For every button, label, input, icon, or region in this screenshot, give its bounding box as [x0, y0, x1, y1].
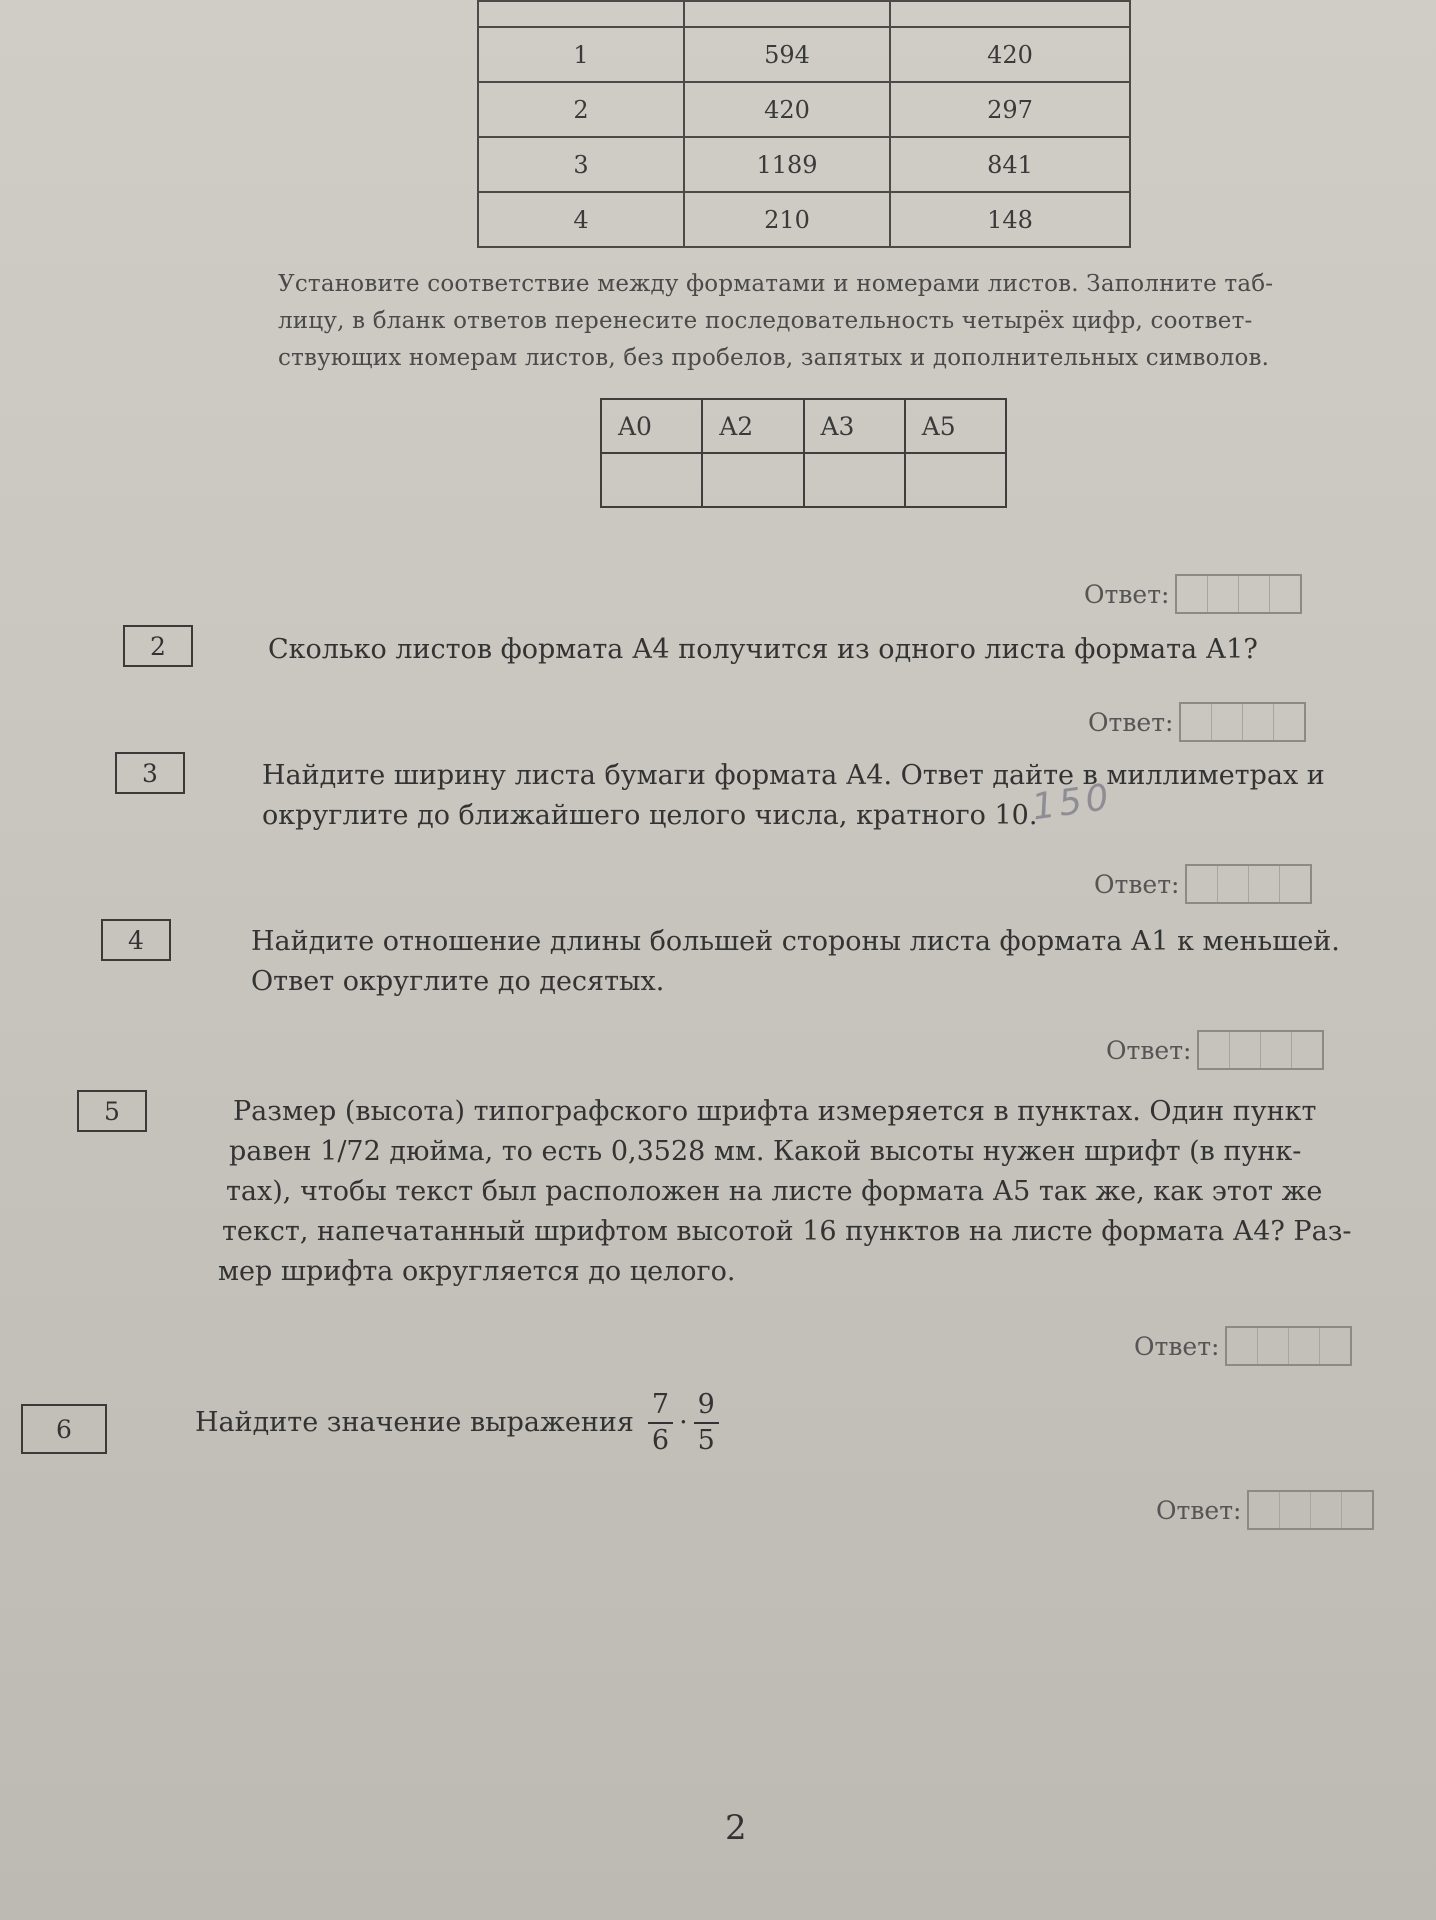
sheet-length-cell: 420 — [684, 82, 890, 137]
answer-label: Ответ: — [1156, 1495, 1242, 1525]
answer-cell[interactable] — [1274, 704, 1304, 740]
page-number: 2 — [725, 1808, 747, 1848]
table-header-cell — [478, 1, 684, 27]
sheet-dimensions-table — [477, 0, 1131, 248]
table-header-cell — [890, 1, 1130, 27]
handwritten-answer: 150 — [1029, 776, 1116, 829]
answer-cells[interactable] — [1175, 574, 1302, 614]
question-line: Найдите отношение длины большей стороны листа формата А1 к меньшей. — [251, 926, 1340, 957]
format-header-cell: A5 — [905, 399, 1006, 453]
answer-cell[interactable] — [1311, 1492, 1342, 1528]
answer-label: Ответ: — [1094, 869, 1180, 899]
question-line: тах), чтобы текст был расположен на листе формата А5 так же, как этот же — [226, 1176, 1323, 1207]
table-header-row — [478, 1, 1130, 27]
answer-cell[interactable] — [1249, 1492, 1280, 1528]
question-line: Найдите ширину листа бумаги формата А4. Ответ дайте в миллиметрах и — [262, 760, 1325, 791]
fraction-denominator: 6 — [651, 1425, 670, 1456]
format-answer-cell[interactable] — [905, 453, 1006, 507]
answer-label: Ответ: — [1134, 1331, 1220, 1361]
instruction-line: Установите соответствие между форматами и номерами листов. Заполните таб- — [278, 271, 1274, 297]
format-answer-cell[interactable] — [702, 453, 803, 507]
table-row — [478, 82, 1130, 137]
answer-cell[interactable] — [1243, 704, 1274, 740]
sheet-length-cell: 210 — [684, 192, 890, 247]
instruction-line: лицу, в бланк ответов перенесите последовательность четырёх цифр, соответ- — [278, 308, 1253, 334]
sheet-number-cell: 1 — [478, 27, 684, 82]
sheet-length-cell: 1189 — [684, 137, 890, 192]
question-line: равен 1/72 дюйма, то есть 0,3528 мм. Какой высоты нужен шрифт (в пунк- — [229, 1136, 1302, 1167]
fraction-denominator: 5 — [697, 1425, 715, 1456]
format-header-cell: A3 — [804, 399, 905, 453]
format-answer-row — [601, 453, 1006, 507]
answer-cells[interactable] — [1185, 864, 1312, 904]
question-line: округлите до ближайшего целого числа, кратного 10. — [262, 800, 1038, 831]
answer-cells[interactable] — [1247, 1490, 1374, 1530]
multiply-operator: · — [679, 1407, 688, 1438]
answer-field-3 — [1094, 864, 1312, 904]
answer-cell[interactable] — [1177, 576, 1208, 612]
sheet-number-cell: 3 — [478, 137, 684, 192]
answer-cell[interactable] — [1227, 1328, 1258, 1364]
format-header-cell: A0 — [601, 399, 702, 453]
answer-cell[interactable] — [1230, 1032, 1261, 1068]
question-5-text — [218, 1092, 1352, 1292]
question-line: Сколько листов формата А4 получится из одного листа формата А1? — [268, 634, 1258, 665]
sheet-number-cell: 2 — [478, 82, 684, 137]
table-row — [478, 27, 1130, 82]
fraction-nine-fifths — [694, 1390, 719, 1456]
format-answer-cell[interactable] — [804, 453, 905, 507]
answer-cell[interactable] — [1181, 704, 1212, 740]
question-line: Ответ округлите до десятых. — [251, 966, 665, 997]
answer-cells[interactable] — [1225, 1326, 1352, 1366]
sheet-length-cell: 594 — [684, 27, 890, 82]
answer-cell[interactable] — [1208, 576, 1239, 612]
instruction-line: ствующих номерам листов, без пробелов, запятых и дополнительных символов. — [278, 345, 1270, 371]
sheet-number-cell: 4 — [478, 192, 684, 247]
answer-field-1 — [1084, 574, 1302, 614]
answer-cell[interactable] — [1261, 1032, 1292, 1068]
question-number-6: 6 — [21, 1404, 107, 1454]
question-2-text — [268, 630, 1258, 670]
sheet-width-cell: 148 — [890, 192, 1130, 247]
fraction-seven-sixths — [648, 1390, 673, 1456]
fraction-numerator: 7 — [648, 1390, 673, 1424]
answer-field-4 — [1106, 1030, 1324, 1070]
answer-cell[interactable] — [1280, 1492, 1311, 1528]
answer-field-5 — [1134, 1326, 1352, 1366]
question-line: мер шрифта округляется до целого. — [218, 1256, 736, 1287]
format-header-cell: A2 — [702, 399, 803, 453]
question-number-2: 2 — [123, 625, 193, 667]
question-3-text — [262, 756, 1325, 836]
answer-field-2 — [1088, 702, 1306, 742]
question-line: текст, напечатанный шрифтом высотой 16 пунктов на листе формата А4? Раз- — [222, 1216, 1352, 1247]
answer-cell[interactable] — [1187, 866, 1218, 902]
question-number-5: 5 — [77, 1090, 147, 1132]
answer-cell[interactable] — [1239, 576, 1270, 612]
table-row — [478, 192, 1130, 247]
answer-cell[interactable] — [1258, 1328, 1289, 1364]
answer-cell[interactable] — [1342, 1492, 1372, 1528]
answer-label: Ответ: — [1088, 707, 1174, 737]
format-header-row — [601, 399, 1006, 453]
answer-label: Ответ: — [1106, 1035, 1192, 1065]
answer-cell[interactable] — [1320, 1328, 1350, 1364]
task-1-instruction — [278, 266, 1338, 377]
question-line: Найдите значение выражения — [195, 1407, 634, 1438]
answer-cell[interactable] — [1270, 576, 1300, 612]
sheet-width-cell: 297 — [890, 82, 1130, 137]
table-header-cell — [684, 1, 890, 27]
question-4-text — [251, 922, 1340, 1002]
question-number-3: 3 — [115, 752, 185, 794]
answer-cell[interactable] — [1292, 1032, 1322, 1068]
sheet-width-cell: 420 — [890, 27, 1130, 82]
fraction-numerator: 9 — [694, 1390, 719, 1424]
answer-cell[interactable] — [1212, 704, 1243, 740]
table-row — [478, 137, 1130, 192]
format-answer-cell[interactable] — [601, 453, 702, 507]
format-matching-table — [600, 398, 1007, 508]
answer-field-6 — [1156, 1490, 1374, 1530]
answer-cell[interactable] — [1249, 866, 1280, 902]
sheet-width-cell: 841 — [890, 137, 1130, 192]
question-number-4: 4 — [101, 919, 171, 961]
answer-cells[interactable] — [1179, 702, 1306, 742]
answer-label: Ответ: — [1084, 579, 1170, 609]
answer-cell[interactable] — [1289, 1328, 1320, 1364]
answer-cell[interactable] — [1218, 866, 1249, 902]
question-line: Размер (высота) типографского шрифта измеряется в пунктах. Один пункт — [233, 1096, 1317, 1127]
answer-cell[interactable] — [1280, 866, 1310, 902]
answer-cells[interactable] — [1197, 1030, 1324, 1070]
question-6-text — [195, 1390, 723, 1456]
answer-cell[interactable] — [1199, 1032, 1230, 1068]
